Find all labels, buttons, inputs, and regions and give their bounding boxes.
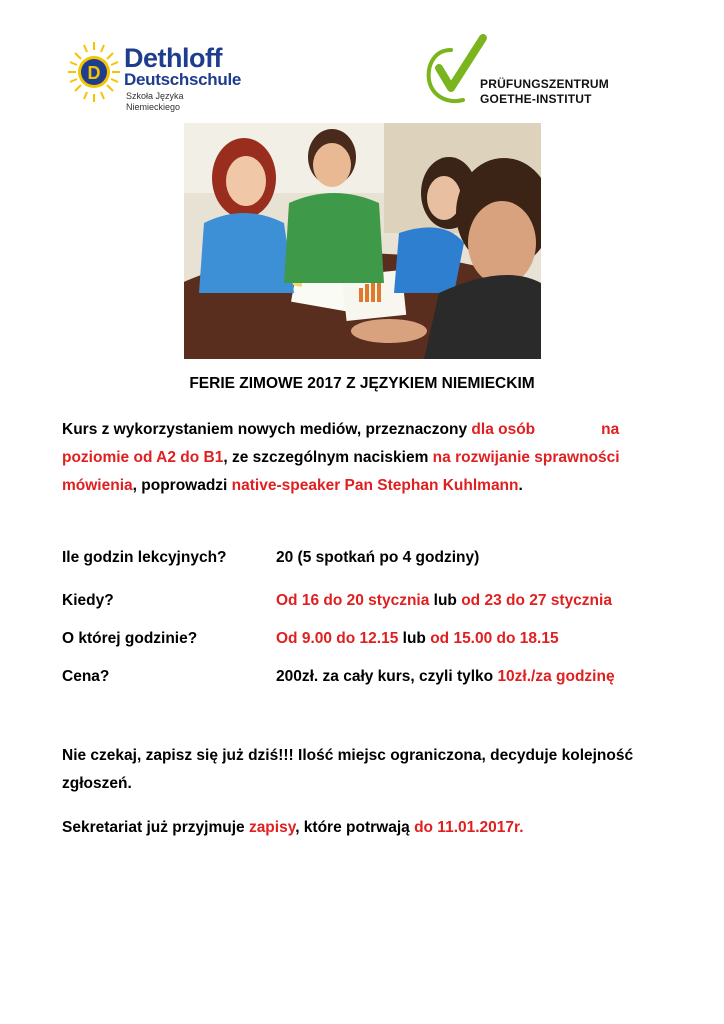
secretariat-red-2: do 11.01.2017r. bbox=[414, 819, 524, 836]
secretariat-red-1: zapisy bbox=[248, 819, 296, 836]
hours-answer: 20 (5 spotkań po 4 godziny) bbox=[276, 549, 480, 566]
when-answer bbox=[276, 589, 612, 613]
dethloff-logo bbox=[66, 40, 242, 112]
goethe-logo bbox=[423, 32, 623, 112]
students-photo bbox=[184, 123, 541, 359]
price-answer bbox=[276, 665, 615, 689]
page-title: FERIE ZIMOWE 2017 Z JĘZYKIEM NIEMIECKIM bbox=[189, 375, 535, 392]
goethe-line2: GOETHE-INSTITUT bbox=[480, 92, 592, 106]
time-or: lub bbox=[398, 630, 431, 647]
hours-question: Ile godzin lekcyjnych? bbox=[62, 549, 227, 566]
dethloff-tagline: Szkoła Języka Niemieckiego bbox=[126, 91, 184, 112]
detail-row-hours bbox=[62, 546, 682, 570]
price-answer-1: 200zł. za cały kurs, czyli tylko bbox=[276, 668, 498, 685]
dethloff-name: Dethloff bbox=[124, 43, 222, 73]
intro-text-3: , poprowadzi bbox=[132, 477, 232, 494]
secretariat-text-2: , które potrwają bbox=[295, 819, 415, 836]
time-question: O której godzinie? bbox=[62, 630, 198, 647]
time-answer-2: od 15.00 do 18.15 bbox=[430, 630, 559, 647]
outro-paragraph: Nie czekaj, zapisz się już dziś!!! Ilość miejsc ograniczona, decyduje kolejność zgłoszeń. bbox=[62, 747, 634, 792]
price-answer-2: 10zł./za godzinę bbox=[497, 668, 615, 685]
secretariat-paragraph bbox=[62, 814, 662, 842]
detail-row-price bbox=[62, 665, 682, 689]
intro-red-2: na poziomie od A2 do B1 bbox=[62, 421, 620, 466]
when-question: Kiedy? bbox=[62, 592, 114, 609]
price-question: Cena? bbox=[62, 668, 110, 685]
time-answer bbox=[276, 627, 559, 651]
intro-red-3: na rozwijanie sprawności mówienia bbox=[62, 449, 620, 494]
secretariat-text-1: Sekretariat już przyjmuje bbox=[62, 819, 249, 836]
detail-row-time bbox=[62, 627, 682, 651]
intro-text-2: , ze szczególnym naciskiem bbox=[223, 449, 433, 466]
dethloff-subtitle: Deutschschule bbox=[124, 70, 242, 89]
when-answer-1: Od 16 do 20 stycznia bbox=[276, 592, 430, 609]
emblem-letter: D bbox=[87, 63, 101, 83]
dethloff-sun-emblem-icon bbox=[66, 40, 122, 104]
time-answer-1: Od 9.00 do 12.15 bbox=[276, 630, 399, 647]
intro-text-1: Kurs z wykorzystaniem nowych mediów, przeznaczony bbox=[62, 421, 472, 438]
goethe-line1: PRÜFUNGSZENTRUM bbox=[480, 77, 609, 91]
intro-text-4: . bbox=[518, 477, 523, 494]
when-or: lub bbox=[429, 592, 462, 609]
intro-paragraph bbox=[62, 416, 662, 500]
intro-red-4: native-speaker Pan Stephan Kuhlmann bbox=[231, 477, 519, 494]
detail-row-when bbox=[62, 589, 682, 613]
intro-red-1: dla osób bbox=[471, 421, 536, 438]
when-answer-2: od 23 do 27 stycznia bbox=[461, 592, 612, 609]
